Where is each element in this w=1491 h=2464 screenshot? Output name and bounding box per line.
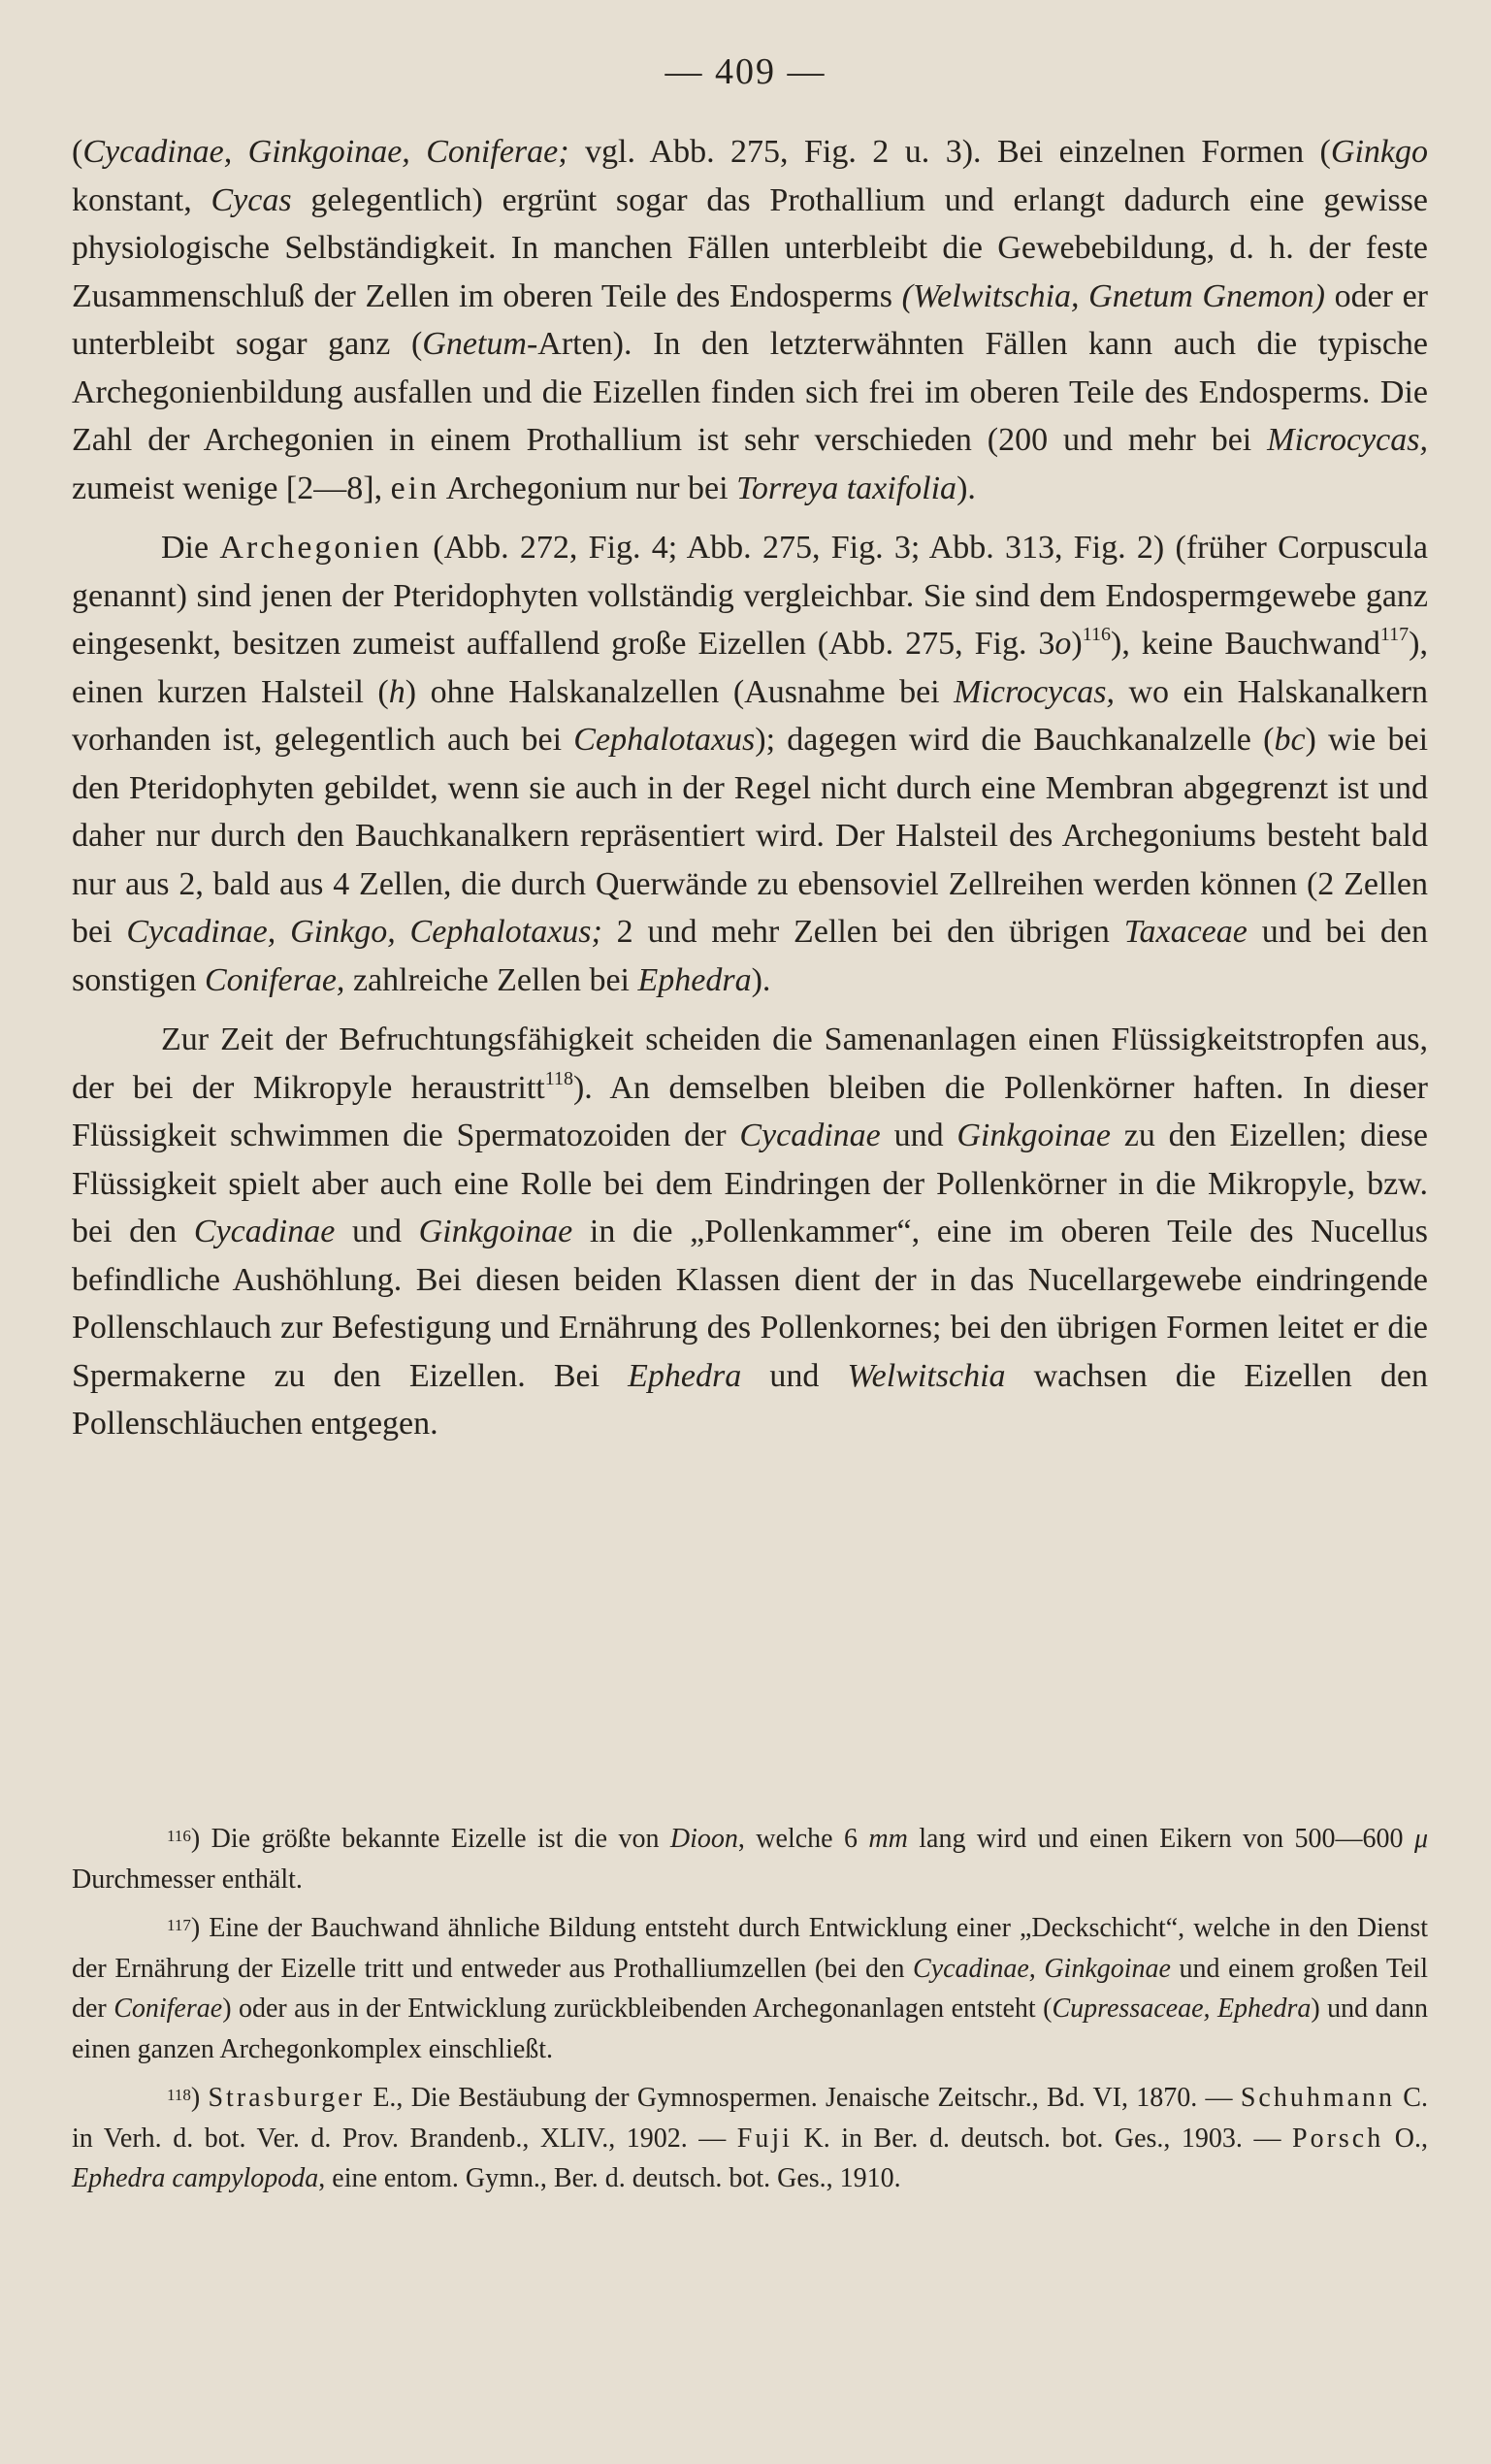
text-run: 2 und mehr Zellen bei den übrigen [601, 914, 1124, 950]
text-run: ) oder aus in der Entwicklung zurückbleibenden Archegonanlagen entsteht ( [222, 1994, 1053, 2024]
italic-text: Gnetum [422, 326, 527, 362]
text-run: lang wird und einen Eikern von 500—600 [907, 1824, 1414, 1854]
text-run: ) Die größte bekannte Eizelle ist die von [190, 1824, 670, 1854]
text-run: und [335, 1214, 419, 1249]
text-run: E., Die Bestäubung der Gymnospermen. Jenaische Zeitschr., Bd. VI, 1870. — [365, 2083, 1241, 2113]
spaced-text: Strasburger [208, 2083, 366, 2113]
text-run: -Arten). In den letzterwähnten Fällen kann auch die typische Archegonienbildung ausfallen und die Eizellen finden sich frei im oberen Teile des Endosperms. Die Zahl der Archegonien in einem Prothallium ist sehr verschieden (200 und mehr bei [72, 326, 1429, 458]
italic-text: Welwitschia [847, 1357, 1006, 1394]
italic-text: Microcycas, [954, 673, 1115, 710]
italic-text: Cycas [211, 181, 292, 218]
footnote-116 [72, 1816, 1428, 1899]
text-run: Zur Zeit der Befruchtungsfähigkeit scheiden die Samenanlagen einen Flüssigkeitstropfen aus, der bei der Mikropyle heraustritt [72, 1021, 1428, 1106]
text-run: C. in Verh. d. bot. Ver. d. Prov. Brandenb., XLIV., 1902. — [72, 2083, 1428, 2154]
italic-text: Microcycas, [1267, 422, 1428, 458]
text-run: wachsen die Eizellen den Pollenschläuchen entgegen. [72, 1357, 1429, 1442]
text-run: und [880, 1118, 957, 1153]
italic-text: h [388, 673, 405, 710]
footnote-number: 118 [167, 2086, 191, 2104]
text-run: ), keine Bauchwand [1111, 626, 1380, 662]
italic-text: Ginkgo [1330, 134, 1428, 170]
italic-text: Cephalotaxus [573, 722, 756, 758]
text-run: ), einen kurzen Halsteil ( [72, 626, 1428, 710]
text-run: (Abb. 272, Fig. 4; Abb. 275, Fig. 3; Abb. 313, Fig. 2) (früher Corpuscula genannt) sind jenen der Pteridophyten vollständig vergleichbar. Sie sind dem Endospermgewebe ganz eingesenkt, besitzen zumeist auffallend große Eizellen (Abb. 275, Fig. 3 [72, 530, 1428, 662]
footnote-117 [72, 1905, 1428, 2069]
footnote-118 [72, 2075, 1428, 2199]
italic-text: Ephedra [628, 1357, 742, 1394]
footnotes [72, 1816, 1428, 2205]
text-run: O., [1383, 2123, 1428, 2154]
spaced-text: Archegonien [219, 530, 422, 566]
italic-text: o [1054, 626, 1072, 662]
paragraph-3 [72, 1016, 1428, 1448]
italic-text: Ephedra [637, 961, 752, 998]
text-run: vgl. Abb. 275, Fig. 2 u. 3). Bei einzelnen Formen ( [568, 134, 1331, 170]
spaced-text: Schuhmann [1240, 2083, 1396, 2113]
italic-text: Ginkgoinae [418, 1214, 573, 1249]
text-run: gelegentlich) ergrünt sogar das Prothallium und erlangt dadurch eine gewisse physiologische Selbständigkeit. In manchen Fällen unterbleibt die Gewebebildung, d. h. der feste Zusammenschluß der Zellen im oberen Teile des Endosperms [72, 181, 1428, 314]
italic-text: Taxaceae [1123, 914, 1248, 950]
text-run: und bei den sonstigen [72, 914, 1428, 998]
spaced-text: Fuji [736, 2123, 793, 2154]
text-run: zahlreiche Zellen bei [344, 961, 638, 998]
body-text [72, 128, 1428, 1460]
text-run: oder er unterbleibt sogar ganz ( [72, 277, 1429, 362]
italic-text: Cycadinae, Ginkgoinae, Coniferae; [82, 134, 569, 170]
text-run: ) [190, 2083, 209, 2113]
italic-text: Ephedra campylopoda [72, 2163, 319, 2193]
text-run: ). [956, 470, 976, 506]
text-run: wo ein Halskanalkern vorhanden ist, gelegentlich auch bei [72, 673, 1428, 758]
italic-text: mm [868, 1824, 908, 1854]
footnote-ref: 118 [544, 1067, 573, 1089]
page-number: — 409 — [664, 51, 827, 92]
text-run: ); dagegen wird die Bauchkanalzelle ( [755, 722, 1275, 758]
italic-text: Coniferae [113, 1994, 223, 2024]
text-run: ) [1071, 626, 1083, 662]
italic-text: Torreya taxifolia [736, 470, 957, 506]
italic-text: Ginkgoinae [956, 1118, 1111, 1153]
text-run: Die [161, 530, 220, 566]
footnote-ref: 116 [1082, 624, 1112, 645]
text-run: und [741, 1357, 848, 1394]
italic-text: Cupressaceae, Ephedra [1052, 1994, 1312, 2024]
italic-text: Coniferae, [204, 961, 345, 998]
text-run: K. in Ber. d. deutsch. bot. Ges., 1903. — [792, 2123, 1292, 2154]
spaced-text: ein [390, 470, 440, 506]
text-run: ). [751, 961, 771, 998]
italic-text: bc [1274, 722, 1306, 758]
italic-text: Cycadinae, Ginkgoinae [913, 1953, 1171, 1984]
text-run: Archegonium nur bei [439, 470, 737, 506]
spaced-text: Porsch [1292, 2123, 1384, 2154]
text-run: ) wie bei den Pteridophyten gebildet, wenn sie auch in der Regel nicht durch eine Membran abgegrenzt ist und daher nur durch den Bauchkanalkern repräsentiert wird. Der Halsteil des Archegoniums besteht bald nur aus 2, bald aus 4 Zellen, die durch Querwände zu ebensoviel Zellreihen werden können (2 Zellen bei [72, 722, 1429, 950]
text-run: konstant, [72, 181, 211, 218]
text-run: zu den Eizellen; diese Flüssigkeit spielt aber auch eine Rolle bei dem Eindringen der Pollenkörner in die Mikropyle, bzw. bei den [72, 1118, 1429, 1249]
footnote-ref: 117 [1379, 624, 1410, 645]
text-run: ) und dann einen ganzen Archegonkomplex einschließt. [72, 1994, 1428, 2064]
text-run: in die „Pollenkammer“, eine im oberen Teile des Nucellus befindliche Aushöhlung. Bei diesen beiden Klassen dient der in das Nucellargewebe eindringende Pollenschlauch zur Befestigung und Ernährung des Pollenkornes; bei den übrigen Formen leitet er die Spermakerne zu den Eizellen. Bei [72, 1214, 1428, 1394]
italic-text: Cycadinae, Ginkgo, Cephalotaxus; [126, 914, 602, 950]
footnote-number: 116 [167, 1827, 191, 1845]
italic-text: μ [1413, 1824, 1428, 1854]
text-run: , welche 6 [737, 1824, 869, 1854]
text-run: ) Eine der Bauchwand ähnliche Bildung entsteht durch Entwicklung einer „Deckschicht“, welche in den Dienst der Ernährung der Eizelle tritt und entweder aus Prothalliumzellen (bei den [72, 1913, 1428, 1984]
text-run: ( [72, 134, 83, 170]
footnote-number: 117 [167, 1916, 191, 1934]
italic-text: Dioon [669, 1824, 738, 1854]
paragraph-1 [72, 128, 1428, 512]
text-run: ) ohne Halskanalzellen (Ausnahme bei [405, 673, 955, 710]
text-run: und einem großen Teil der [72, 1953, 1429, 2024]
text-run: Durchmesser enthält. [72, 1864, 303, 1895]
italic-text: Cycadinae [739, 1118, 881, 1153]
paragraph-2 [72, 524, 1428, 1004]
italic-text: (Welwitschia, Gnetum Gnemon) [901, 277, 1325, 314]
text-run: , eine entom. Gymn., Ber. d. deutsch. bot. Ges., 1910. [318, 2163, 901, 2193]
italic-text: Cycadinae [193, 1214, 336, 1249]
text-run: ). An demselben bleiben die Pollenkörner haften. In dieser Flüssigkeit schwimmen die Spermatozoiden der [72, 1069, 1429, 1153]
text-run: zumeist wenige [2—8], [72, 470, 391, 506]
